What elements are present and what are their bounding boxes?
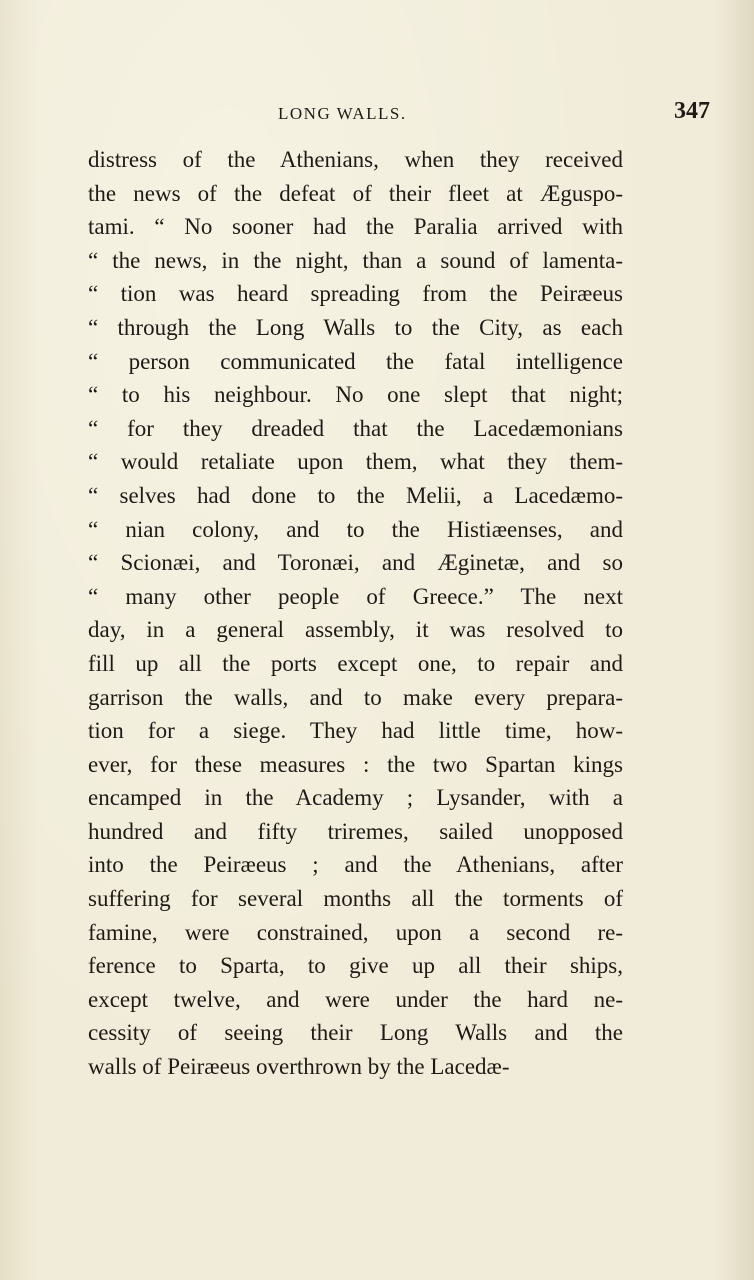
text-line: “ nian colony, and to the Histiæenses, and xyxy=(88,516,623,542)
text-line: “ tion was heard spreading from the Peiræeus xyxy=(88,281,623,307)
text-line: “ Scionæi, and Toronæi, and Æginetæ, and so xyxy=(88,550,623,576)
text-line: “ many other people of Greece.” The next xyxy=(88,583,623,609)
text-line: “ to his neighbour. No one slept that night; xyxy=(88,382,623,408)
text-line: “ would retaliate upon them, what they them- xyxy=(88,449,623,475)
text-line: tami. “ No sooner had the Paralia arrived with xyxy=(88,214,623,240)
text-line: garrison the walls, and to make every prepara- xyxy=(88,684,623,710)
running-head xyxy=(88,100,710,130)
text-line: day, in a general assembly, it was resolved to xyxy=(88,617,623,643)
text-line: ference to Sparta, to give up all their ships, xyxy=(88,953,623,979)
text-line: “ person communicated the fatal intelligence xyxy=(88,348,623,374)
text-line: encamped in the Academy ; Lysander, with a xyxy=(88,785,623,811)
text-line: fill up all the ports except one, to repair and xyxy=(88,650,623,676)
text-line: ever, for these measures : the two Spartan kings xyxy=(88,751,623,777)
text-line: famine, were constrained, upon a second re- xyxy=(88,919,623,945)
text-line: tion for a siege. They had little time, how- xyxy=(88,718,623,744)
body-text xyxy=(88,143,623,1084)
text-line: except twelve, and were under the hard ne- xyxy=(88,986,623,1012)
text-line: “ for they dreaded that the Lacedæmonians xyxy=(88,415,623,441)
text-line: suffering for several months all the torments of xyxy=(88,886,623,912)
text-line: cessity of seeing their Long Walls and the xyxy=(88,1020,623,1046)
page-number: 347 xyxy=(674,98,710,124)
text-line: distress of the Athenians, when they received xyxy=(88,147,623,172)
text-line: walls of Peiræeus overthrown by the Lacedæ- xyxy=(88,1054,510,1080)
text-line: “ selves had done to the Melii, a Lacedæmo- xyxy=(88,482,623,508)
text-line: “ through the Long Walls to the City, as each xyxy=(88,314,623,340)
running-head-title: LONG WALLS. xyxy=(278,104,407,123)
text-line: “ the news, in the night, than a sound of lamenta- xyxy=(88,247,623,273)
text-line: into the Peiræeus ; and the Athenians, after xyxy=(88,852,623,878)
text-line: the news of the defeat of their fleet at Æguspo- xyxy=(88,180,623,206)
text-line: hundred and fifty triremes, sailed unopposed xyxy=(88,818,623,844)
